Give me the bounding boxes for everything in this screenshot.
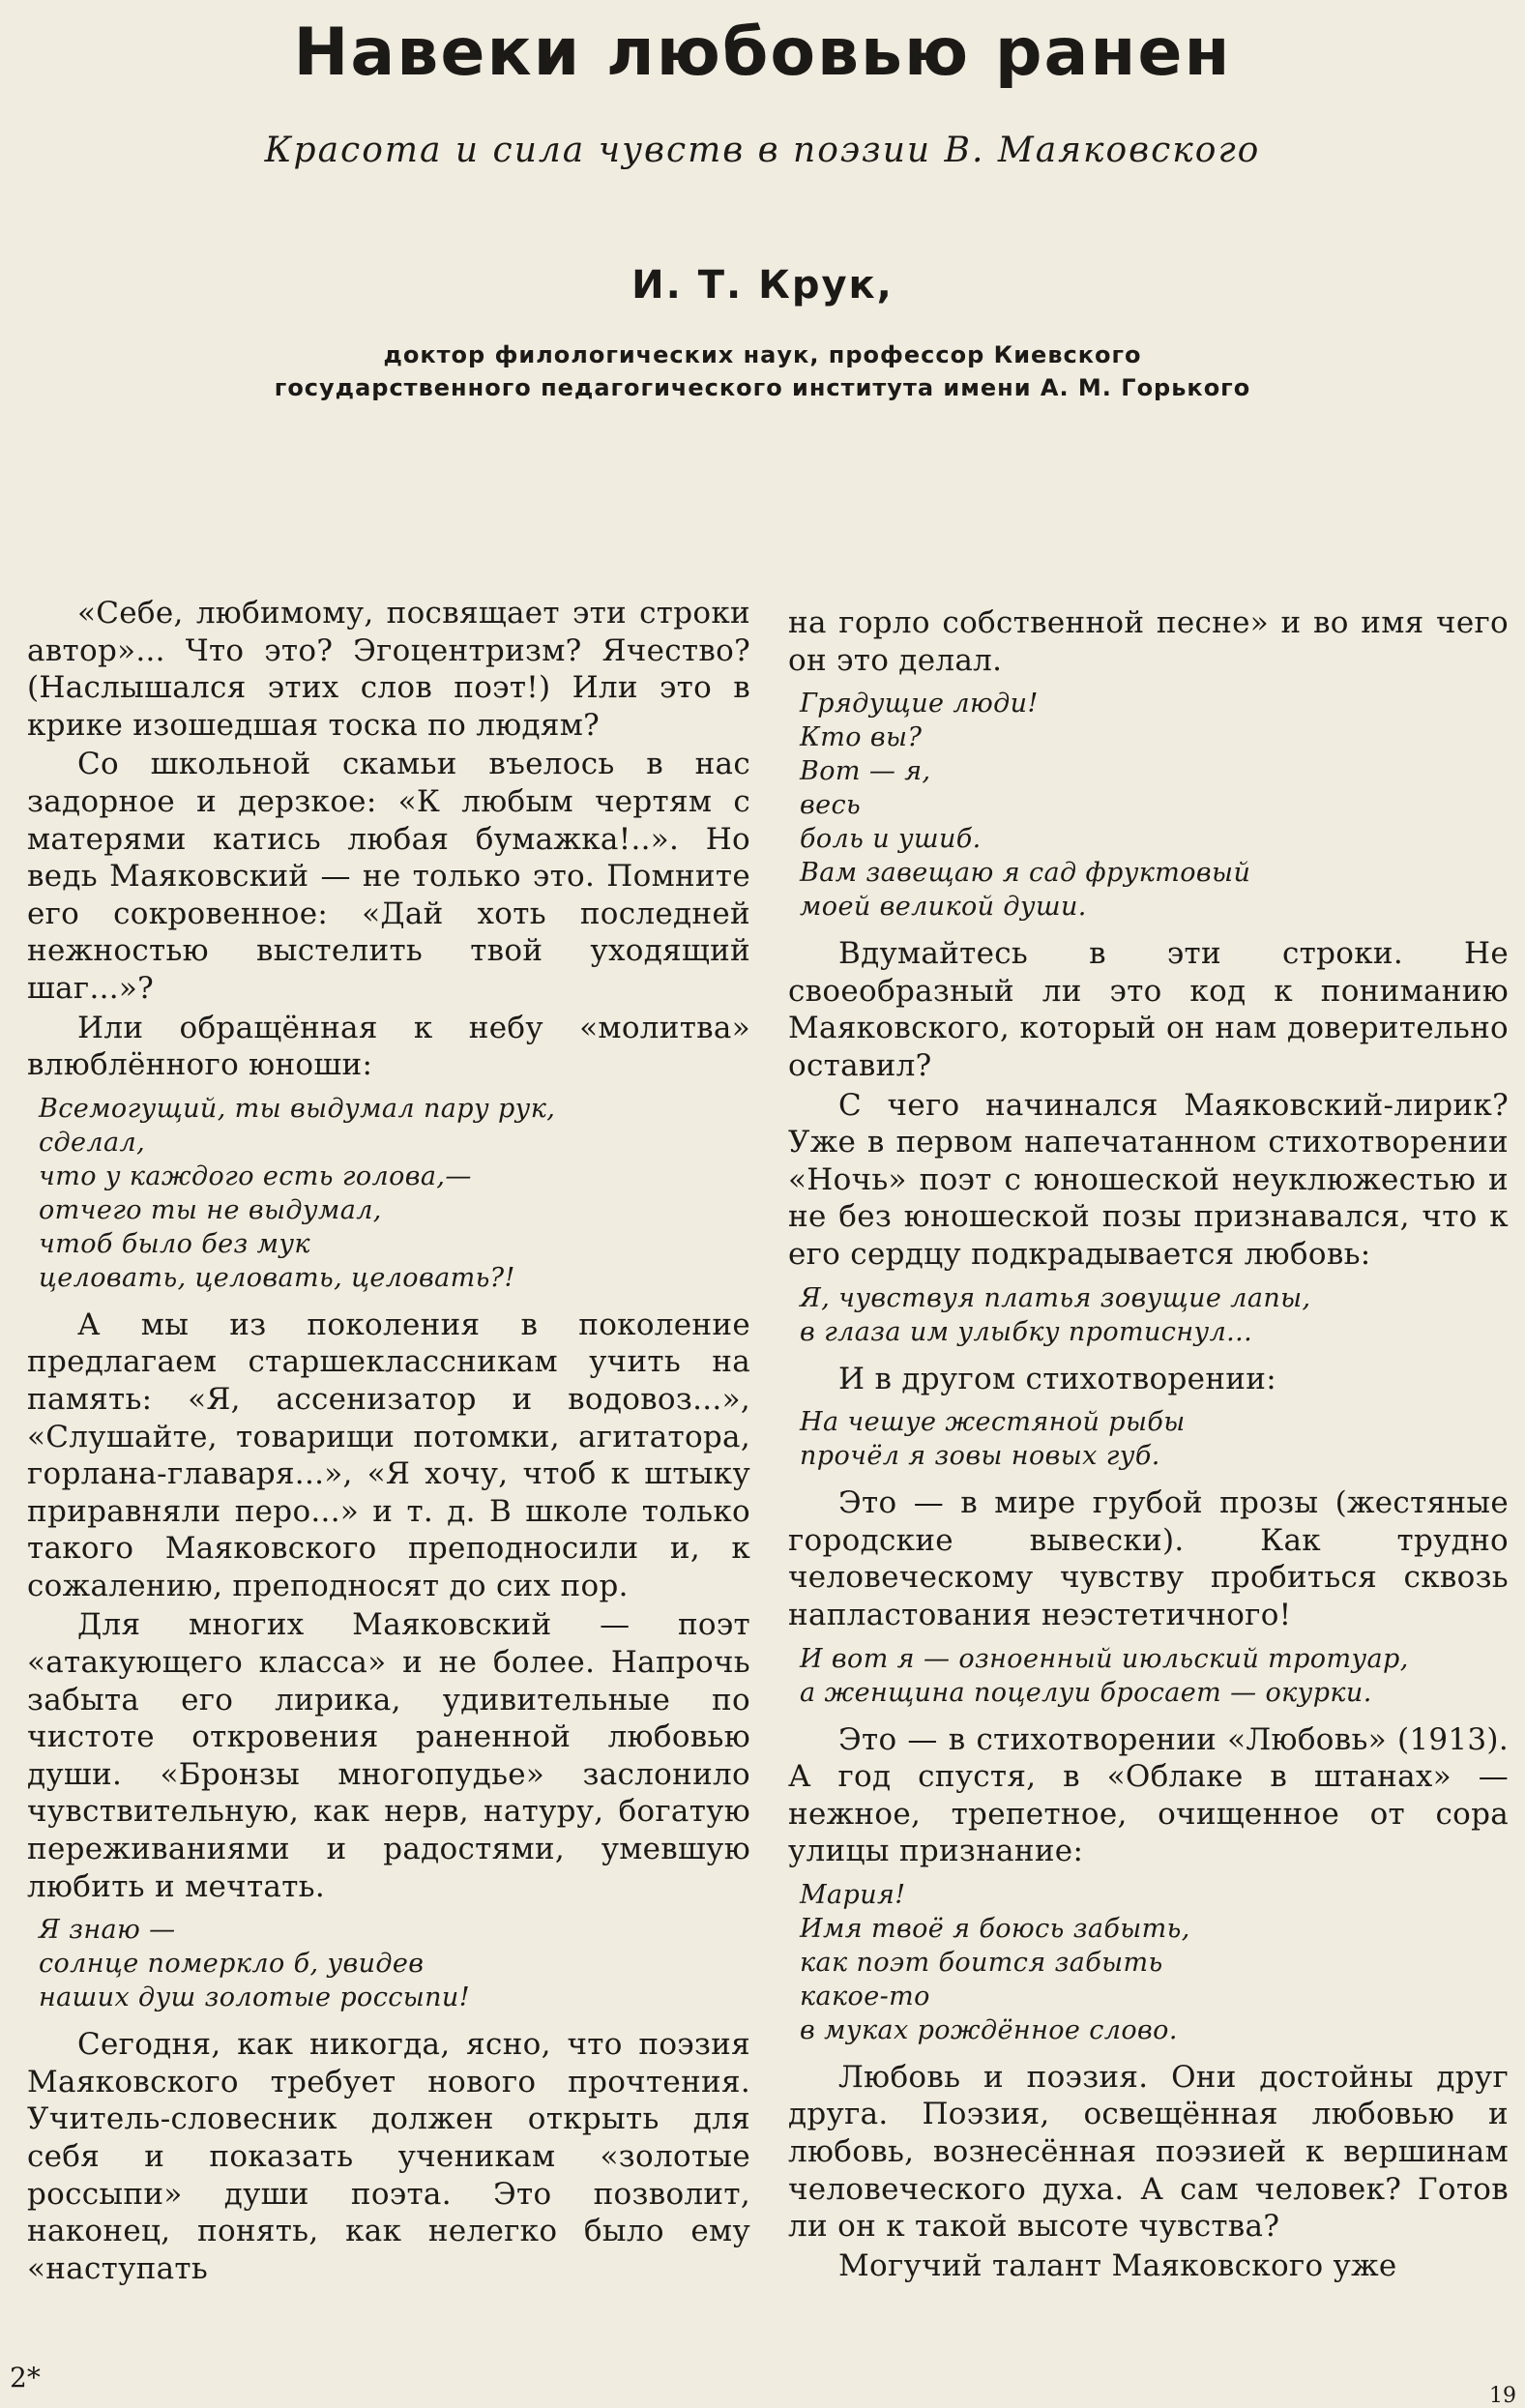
article-subtitle: Красота и сила чувств в поэзии В. Маяковского: [264, 131, 1261, 170]
signature-mark: 2*: [10, 2362, 41, 2393]
paragraph: Со школьной скамьи въелось в нас задорное и дерзкое: «К любым чертям с матерями катись любая бумажка!..». Но ведь Маяковский — не только это. Помните его сокровенное: «Дай хоть последней нежностью выстелить твой уходящий шаг...»?: [27, 747, 750, 1006]
article-title: Навеки любовью ранен: [293, 15, 1232, 91]
poem-line: На чешуе жестяной рыбы: [800, 1407, 1186, 1438]
poem-quote: [800, 1281, 1509, 1349]
poem-line: моей великой души.: [800, 892, 1087, 923]
poem-line: боль и ушиб.: [800, 824, 982, 855]
poem-line: наших душ золотые россыпи!: [39, 1982, 470, 2013]
poem-quote: [800, 687, 1509, 924]
poem-line: чтоб было без мук: [39, 1228, 310, 1259]
paragraph: А мы из поколения в поколение предлагаем старшеклассникам учить на память: «Я, ассенизатор и водовоз...», «Слушайте, товарищи потомки, агитатора, горлана-главаря...», «Я хочу, чтоб к штыку приравняли перо...» и т. д. В школе только такого Маяковского преподносили и, к сожалению, преподносят до сих пор.: [27, 1307, 750, 1603]
poem-line: в глаза им улыбку протиснул...: [800, 1316, 1253, 1347]
author-affiliation: [0, 338, 1525, 404]
poem-line: Я знаю —: [39, 1915, 176, 1946]
poem-line: Имя твоё я боюсь забыть,: [800, 1913, 1190, 1944]
poem-line: Мария!: [800, 1879, 906, 1910]
poem-line: И вот я — озноенный июльский тротуар,: [800, 1643, 1409, 1674]
page-number: 19: [1489, 2384, 1516, 2408]
left-column: [27, 595, 750, 2289]
paragraph: С чего начинался Маяковский-лирик? Уже в первом напечатанном стихотворении «Ночь» поэт с юношеской неуклюжестью и не без юношеской позы признавался, что к его сердцу подкрадывается любовь:: [788, 1087, 1509, 1272]
poem-line: весь: [800, 790, 862, 821]
paragraph: И в другом стихотворении:: [838, 1361, 1276, 1396]
poem-line: целовать, целовать, целовать?!: [39, 1262, 515, 1293]
poem-line: Кто вы?: [800, 722, 923, 753]
poem-quote: [39, 1913, 750, 2014]
poem-line: Грядущие люди!: [800, 689, 1039, 719]
poem-line: сделал,: [39, 1127, 146, 1158]
paragraph: Могучий талант Маяковского уже: [838, 2247, 1397, 2283]
paragraph: Сегодня, как никогда, ясно, что поэзия Маяковского требует нового прочтения. Учитель-словесник должен открыть для себя и показать ученикам «золотые россыпи» души поэта. Это позволит, наконец, понять, как нелегко было ему «наступать: [27, 2027, 750, 2286]
affiliation-line: доктор филологических наук, профессор Киевского: [383, 341, 1142, 368]
paragraph: Это — в стихотворении «Любовь» (1913). А год спустя, в «Облаке в штанах» — нежное, трепетное, очищенное от сора улицы признание:: [788, 1721, 1509, 1869]
poem-quote: [800, 1878, 1509, 2047]
poem-line: солнце померкло б, увидев: [39, 1949, 425, 1980]
poem-quote: [800, 1405, 1509, 1473]
poem-quote: [39, 1092, 750, 1295]
author-name: И. Т. Крук,: [631, 263, 894, 308]
right-column: [788, 604, 1509, 2286]
affiliation-line: государственного педагогического института имени А. М. Горького: [274, 374, 1251, 401]
poem-line: что у каждого есть голова,—: [39, 1160, 472, 1191]
paragraph: Это — в мире грубой прозы (жестяные городские вывески). Как трудно человеческому чувству пробиться сквозь напластования неэстетичного!: [788, 1485, 1509, 1632]
paragraph: на горло собственной песне» и во имя чего он это делал.: [788, 605, 1509, 678]
poem-line: какое-то: [800, 1981, 930, 2012]
paragraph: Вдумайтесь в эти строки. Не своеобразный ли это код к пониманию Маяковского, который он нам доверительно оставил?: [788, 936, 1509, 1083]
poem-line: в муках рождённое слово.: [800, 2014, 1178, 2045]
poem-line: а женщина поцелуи бросает — окурки.: [800, 1677, 1372, 1708]
poem-line: Вот — я,: [800, 756, 931, 787]
paragraph: Или обращённая к небу «молитва» влюблённого юноши:: [27, 1010, 750, 1083]
poem-line: отчего ты не выдумал,: [39, 1194, 382, 1225]
poem-line: Всемогущий, ты выдумал пару рук,: [39, 1093, 556, 1124]
paragraph: «Себе, любимому, посвящает эти строки автор»... Что это? Эгоцентризм? Ячество? (Наслышался этих слов поэт!) Или это в крике изошедшая тоска по людям?: [27, 596, 750, 743]
poem-quote: [800, 1642, 1509, 1710]
poem-line: Я, чувствуя платья зовущие лапы,: [800, 1282, 1311, 1313]
paragraph: Для многих Маяковский — поэт «атакующего класса» и не более. Напрочь забыта его лирика, удивительные по чистоте откровения раненной любовью души. «Бронзы многопудье» заслонило чувствительную, как нерв, натуру, богатую переживаниями и радостями, умевшую любить и мечтать.: [27, 1607, 750, 1904]
paragraph: Любовь и поэзия. Они достойны друг друга. Поэзия, освещённая любовью и любовь, вознесённая поэзией к вершинам человеческого духа. А сам человек? Готов ли он к такой высоте чувства?: [788, 2059, 1509, 2245]
poem-line: Вам завещаю я сад фруктовый: [800, 858, 1251, 889]
poem-line: как поэт боится забыть: [800, 1947, 1163, 1978]
poem-line: прочёл я зовы новых губ.: [800, 1441, 1160, 1472]
